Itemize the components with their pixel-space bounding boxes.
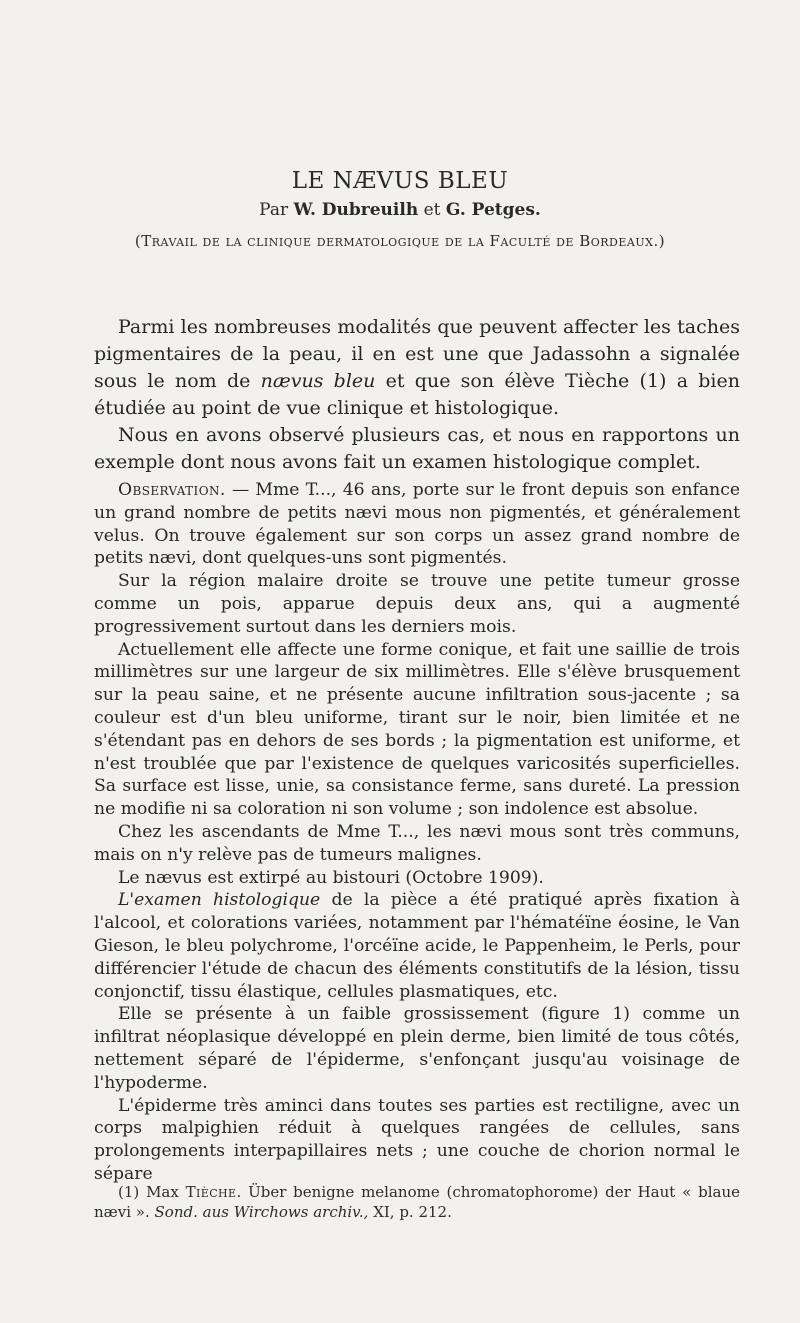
observation-paragraph-6 [94, 889, 740, 1003]
intro-text-a: Parmi les nombreuses modalités que peuvent affecter les taches pigmentaires de la peau, il en est une que Jadassohn a signalée sous le nom de [94, 316, 740, 392]
footnote-paragraph [94, 1182, 740, 1222]
histology-italic: L'examen histologique [118, 890, 321, 911]
observation-text-1: — Mme T..., 46 ans, porte sur le front depuis son enfance un grand nombre de petits nævi mous non pigmentés, et généralement velus. On trouve également sur son corps un assez grand nombre de petits nævi, dont quelques-uns sont pigmentés. [94, 480, 740, 569]
footnote-text-a: (1) Max [118, 1183, 186, 1201]
article-title: LE NÆVUS BLEU [291, 168, 509, 194]
observation-paragraph-7: Elle se présente à un faible grossissement (figure 1) comme un infiltrat néoplasique développé en plein derme, bien limité de tous côtés, nettement séparé de l'épiderme, s'enfonçant jusqu'au voisinage de l'hypoderme. [94, 1004, 740, 1093]
affiliation: (Travail de la clinique dermatologique de la Faculté de Bordeaux.) [134, 232, 666, 250]
footnote-text-c: XI, p. 212. [368, 1203, 452, 1221]
intro-section [94, 314, 740, 476]
observation-paragraph-2: Sur la région malaire droite se trouve une petite tumeur grosse comme un pois, apparue depuis deux ans, qui a augmenté progressivement surtout dans les derniers mois. [94, 571, 740, 637]
authors-and: et [423, 200, 441, 220]
footnote-author: Tièche [185, 1183, 237, 1201]
observation-label: Observation. [118, 480, 226, 500]
intro-paragraph-2: Nous en avons observé plusieurs cas, et nous en rapportons un exemple dont nous avons fait un examen histologique complet. [94, 424, 740, 473]
observation-paragraph-4: Chez les ascendants de Mme T..., les nævi mous sont très communs, mais on n'y relève pas de tumeurs malignes. [94, 821, 740, 865]
footnote-text-b: . Über benigne melanome (chromatophorome) der Haut « blaue nævi ». [94, 1183, 741, 1221]
authors-prefix: Par [259, 200, 289, 220]
author-1: W. Dubreuilh [293, 200, 419, 220]
observation-text-6: de la pièce a été pratiqué après fixation à l'alcool, et colorations variées, notamment par l'hématéïne éosine, le Van Gieson, le bleu polychrome, l'orcéïne acide, le Pappenheim, le Perls, pour différencier l'étude de chacun des éléments constitutifs de la lésion, tissu conjonctif, tissu élastique, cellules plasmatiques, etc. [94, 890, 740, 1002]
observation-paragraph-1 [94, 479, 740, 570]
footnote-journal: Sond. aus Wirchows archiv., [154, 1203, 369, 1221]
observation-paragraph-5: Le nævus est extirpé au bistouri (Octobre 1909). [118, 867, 544, 888]
author-2: G. Petges. [445, 200, 541, 220]
observation-section [94, 479, 740, 1186]
observation-paragraph-8: L'épiderme très aminci dans toutes ses parties est rectiligne, avec un corps malpighien réduit à quelques rangées de cellules, sans prolongements interpapillaires nets ; une couche de chorion normal le sépare [94, 1095, 740, 1184]
footnote [94, 1182, 740, 1222]
intro-paragraph-1 [94, 314, 740, 422]
authors-line [0, 200, 800, 220]
intro-text-b: et que son élève Tièche (1) a bien étudiée au point de vue clinique et histologique. [94, 370, 740, 419]
observation-paragraph-3: Actuellement elle affecte une forme conique, et fait une saillie de trois millimètres sur une largeur de six millimètres. Elle s'élève brusquement sur la peau saine, et ne présente aucune infiltration sous-jacente ; sa couleur est d'un bleu uniforme, tirant sur le noir, bien limitée et ne s'étendant pas en dehors de ses bords ; la pigmentation est uniforme, et n'est troublée que par l'existence de quelques varicosités superficielles. Sa surface est lisse, unie, sa consistance ferme, sans dureté. La pression ne modifie ni sa coloration ni son volume ; son indolence est absolue. [94, 639, 740, 820]
intro-italic-term: nævus bleu [260, 370, 376, 392]
